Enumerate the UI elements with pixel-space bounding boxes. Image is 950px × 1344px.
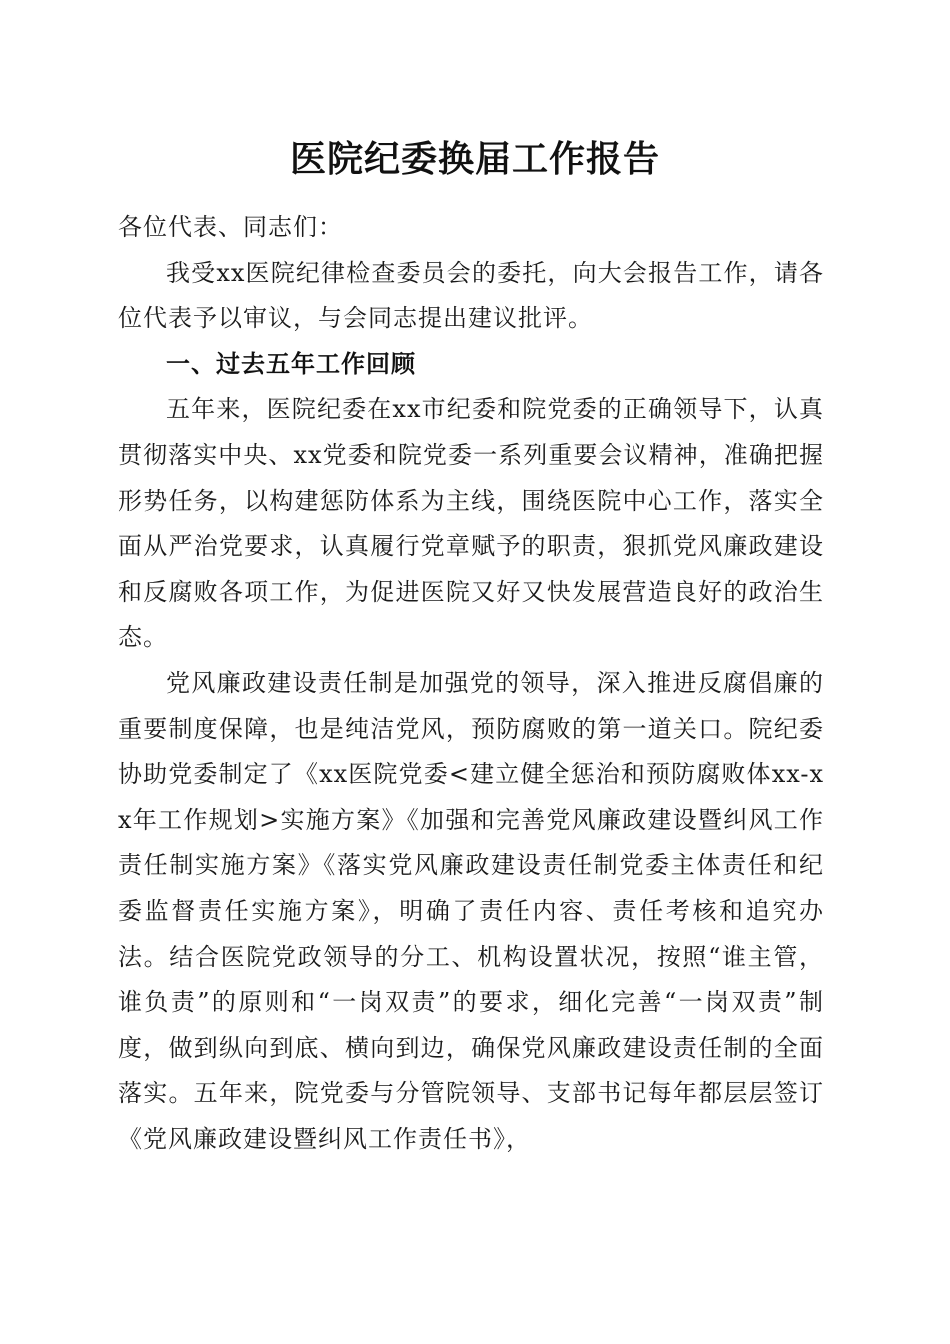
document-title: 医院纪委换届工作报告 xyxy=(289,138,660,180)
document-body xyxy=(118,205,824,1162)
salutation: 各位代表、同志们： xyxy=(118,213,343,241)
body-paragraph: 五年来，医院纪委在xx市纪委和院党委的正确领导下，认真贯彻落实中央、xx党委和院党委一系列重要会议精神，准确把握形势任务，以构建惩防体系为主线，围绕医院中心工作，落实全面从严治党要求，认真履行党章赋予的职责，狠抓党风廉政建设和反腐败各项工作，为促进医院又好又快发展营造良好的政治生态。 xyxy=(118,395,824,652)
section-heading: 一、过去五年工作回顾 xyxy=(166,349,416,378)
intro-paragraph: 我受xx医院纪律检查委员会的委托，向大会报告工作，请各位代表予以审议，与会同志提出建议批评。 xyxy=(118,258,824,333)
body-paragraph: 党风廉政建设责任制是加强党的领导，深入推进反腐倡廉的重要制度保障，也是纯洁党风，预防腐败的第一道关口。院纪委协助党委制定了《xx医院党委<建立健全惩治和预防腐败体xx-xx年工作规划>实施方案》《加强和完善党风廉政建设暨纠风工作责任制实施方案》《落实党风廉政建设责任制党委主体责任和纪委监督责任实施方案》，明确了责任内容、责任考核和追究办法。结合医院党政领导的分工、机构设置状况，按照“谁主管，谁负责”的原则和“一岗双责”的要求，细化完善“一岗双责”制度，做到纵向到底、横向到边，确保党风廉政建设责任制的全面落实。五年来，院党委与分管院领导、支部书记每年都层层签订《党风廉政建设暨纠风工作责任书》， xyxy=(118,668,824,1153)
